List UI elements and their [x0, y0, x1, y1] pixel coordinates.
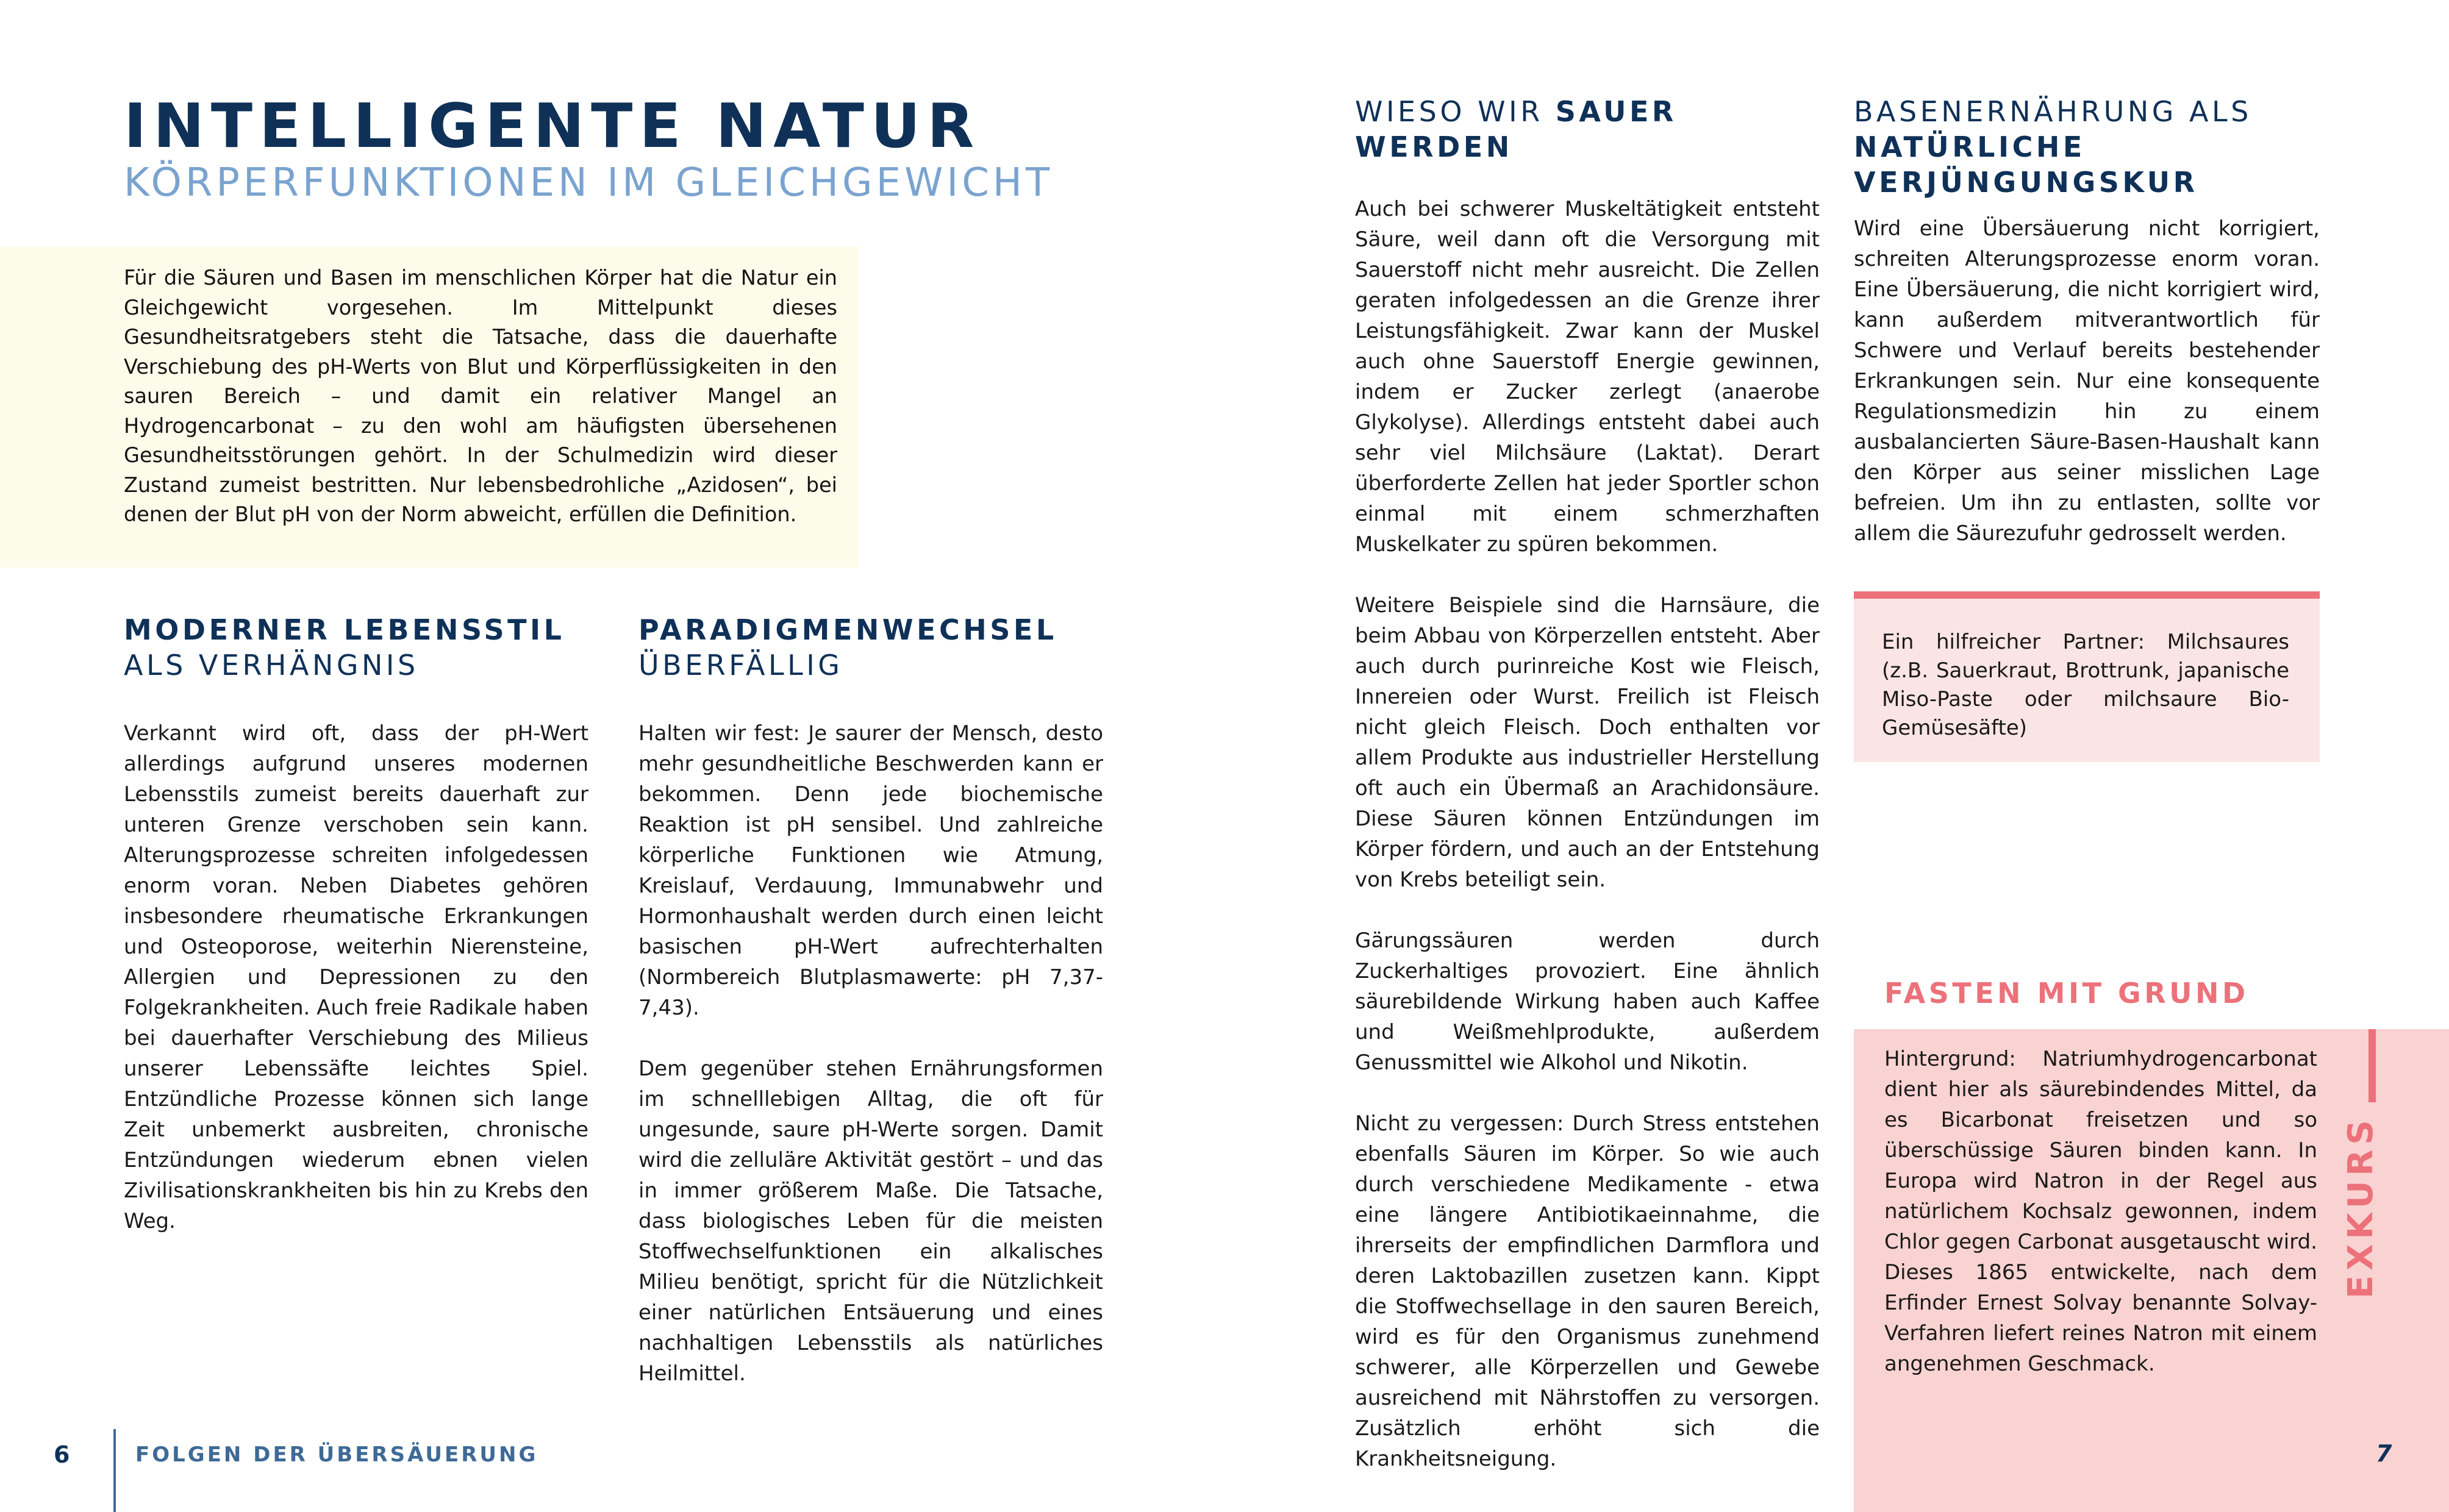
section-heading — [638, 612, 1103, 683]
heading-line-bold: VERJÜNGUNGSKUR — [1854, 166, 2198, 199]
heading-line-regular: ÜBERFÄLLIG — [638, 649, 843, 682]
section-why-sour — [1355, 94, 1820, 1474]
section-modern-lifestyle — [124, 612, 588, 1236]
section-heading — [124, 612, 588, 683]
heading-line-bold: NATÜRLICHE — [1854, 130, 2086, 163]
tip-callout-box — [1854, 591, 2320, 762]
excursus-vertical-label: EXKURS — [2341, 1115, 2381, 1299]
paragraph: Dem gegenüber stehen Ernährungsformen im schnelllebigen Alltag, die oft für ungesunde, saure pH-Werte sorgen. Damit wird die zelluläre Aktivität gestört – und das in immer größerem Maße. Die Tatsache, dass biologisches Leben für die meisten Stoffwechselfunktionen ein alkalisches Milieu benötigt, spricht für die Nützlichkeit einer natürlichen Entsäuerung und eines nachhaltigen Lebensstils als natürliches Heilmittel. — [638, 1057, 1103, 1386]
section-heading — [1355, 94, 1820, 165]
excursus-box — [1854, 1029, 2449, 1512]
paragraph: Verkannt wird oft, dass der pH-Wert allerdings aufgrund unseres modernen Lebensstils zumeist bereits dauerhaft zur unteren Grenze verschoben sein kann. Alterungsprozesse schreiten infolgedessen enorm voran. Neben Diabetes gehören insbesondere rheumatische Erkrankungen und Osteoporose, weiterhin Nierensteine, Allergien und Depressionen zu den Folgekrankheiten. Auch freie Radikale haben bei dauerhafter Verschiebung des Milieus unserer Lebenssäfte leichtes Spiel. Entzündliche Prozesse können sich lange Zeit unbemerkt ausbreiten, chronische Entzündungen wiederum ebnen vielen Zivilisationskrankheiten bis hin zu Krebs den Weg. — [124, 721, 588, 1233]
heading-line-regular: BASENERNÄHRUNG ALS — [1854, 95, 2252, 128]
paragraph: Nicht zu vergessen: Durch Stress entstehen ebenfalls Säuren im Körper. So wie auch durch verschiedene Medikamente - etwa eine längere Antibiotikaeinnahme, die ihrerseits der empfindlichen Darmflora und deren Laktobazillen zusetzen kann. Kippt die Stoffwechsellage in den sauren Bereich, wird es für den Organismus zunehmend schwerer, alle Körperzellen und Gewebe ausreichend mit Nährstoffen zu versorgen. Zusätzlich erhöht sich die Krankheitsneigung. — [1355, 1111, 1820, 1471]
heading-regular: WIESO WIR — [1355, 95, 1556, 128]
excursus-accent-bar — [2369, 1029, 2376, 1102]
section-body — [124, 718, 588, 1236]
paragraph: Wird eine Übersäuerung nicht korrigiert, schreiten Alterungsprozesse enorm voran. Eine Übersäuerung, die nicht korrigiert wird, kann außerdem mitverantwortlich für Schwere und Verlauf bereits bestehender Erkrankungen sein. Nur eine konsequente Regulationsmedizin hin zu einem ausbalancierten Säure-Basen-Haushalt kann den Körper aus seiner misslichen Lage befreien. Um ihn zu entlasten, sollte vor allem die Säurezufuhr gedrosselt werden. — [1854, 216, 2320, 546]
page-subtitle: KÖRPERFUNKTIONEN IM GLEICHGEWICHT — [124, 160, 1054, 205]
section-paradigm-shift — [638, 612, 1103, 1389]
heading-line-bold: MODERNER LEBENSSTIL — [124, 613, 565, 646]
paragraph: Halten wir fest: Je saurer der Mensch, desto mehr gesundheitliche Beschwerden kann er bekommen. Denn jede biochemische Reaktion ist pH sensibel. Und zahlreiche körperliche Funktionen wie Atmung, Kreislauf, Verdauung, Immunabwehr und Hormonhaushalt werden durch einen leicht basischen pH-Wert aufrechterhalten (Normbereich Blutplasmawerte: pH 7,37-7,43). — [638, 721, 1103, 1020]
page-number-left: 6 — [54, 1441, 70, 1468]
paragraph: Weitere Beispiele sind die Harnsäure, die beim Abbau von Körperzellen entsteht. Aber auch durch purinreiche Kost wie Fleisch, Innereien oder Wurst. Freilich ist Fleisch nicht gleich Fleisch. Doch enthalten vor allem Produkte aus industrieller Herstellung oft auch ein Übermaß an Arachidonsäure. Diese Säuren können Entzündungen im Körper fördern, und auch an der Entstehung von Krebs beteiligt sein. — [1355, 593, 1820, 892]
paragraph: Auch bei schwerer Muskeltätigkeit entsteht Säure, weil dann oft die Versorgung mit Sauerstoff nicht mehr ausreicht. Die Zellen geraten infolgedessen an die Grenze ihrer Leistungsfähigkeit. Zwar kann der Muskel auch ohne Sauerstoff Energie gewinnen, indem er Zucker zerlegt (anaerobe Glykolyse). Allerdings entsteht dabei auch sehr viel Milchsäure (Laktat). Derart überforderte Zellen hat jeder Sportler schon einmal mit einem schmerzhaften Muskelkater zu spüren bekommen. — [1355, 197, 1820, 557]
chapter-label: FOLGEN DER ÜBERSÄUERUNG — [135, 1442, 538, 1467]
section-body — [1854, 213, 2320, 549]
heading-line-regular: ALS VERHÄNGNIS — [124, 649, 419, 682]
heading-bold: SAUER WERDEN — [1355, 95, 1677, 163]
excursus-text: Hintergrund: Natriumhydrogencarbonat dient hier als säurebindendes Mittel, da es Bicarbonat freisetzen und so überschüssige Säuren binden kann. In Europa wird Natron in der Regel aus natürlichem Kochsalz gewonnen, indem Chlor gegen Carbonat ausgetauscht wird. Dieses 1865 entwickelte, nach dem Erfinder Ernest Solvay benannte Solvay-Verfahren liefert reines Natron mit einem angenehmen Geschmack. — [1884, 1047, 2317, 1376]
footer-divider — [113, 1429, 116, 1512]
section-body — [638, 718, 1103, 1389]
intro-paragraph: Für die Säuren und Basen im menschlichen Körper hat die Natur ein Gleichgewicht vorgesehen. Im Mittelpunkt dieses Gesundheitsratgebers steht die Tatsache, dass die dauerhafte Verschiebung des pH-Werts von Blut und Körperflüssigkeiten in den sauren Bereich – und damit ein relativer Mangel an Hydrogencarbonat – zu den wohl am häufigsten übersehenen Gesundheitsstörungen gehört. In der Schulmedizin wird dieser Zustand zumeist bestritten. Nur lebensbedrohliche „Azidosen“, bei denen der Blut pH von der Norm abweicht, erfüllen die Definition. — [124, 266, 837, 526]
page-number-right: 7 — [2376, 1440, 2392, 1467]
excursus-heading: FASTEN MIT GRUND — [1884, 977, 2249, 1010]
tip-text: Ein hilfreicher Partner: Milchsaures (z.B. Sauerkraut, Brottrunk, japanische Miso-Paste oder milchsaure Bio-Gemüsesäfte) — [1882, 630, 2289, 740]
paragraph: Gärungssäuren werden durch Zuckerhaltiges provoziert. Eine ähnlich säurebildende Wirkung haben auch Kaffee und Weißmehlprodukte, außerdem Genussmittel wie Alkohol und Nikotin. — [1355, 929, 1820, 1075]
section-base-diet — [1854, 94, 2320, 549]
heading-line-bold: PARADIGMENWECHSEL — [638, 613, 1057, 646]
section-heading — [1854, 94, 2320, 200]
section-body — [1355, 194, 1820, 1474]
page-title: INTELLIGENTE NATUR — [124, 90, 981, 162]
